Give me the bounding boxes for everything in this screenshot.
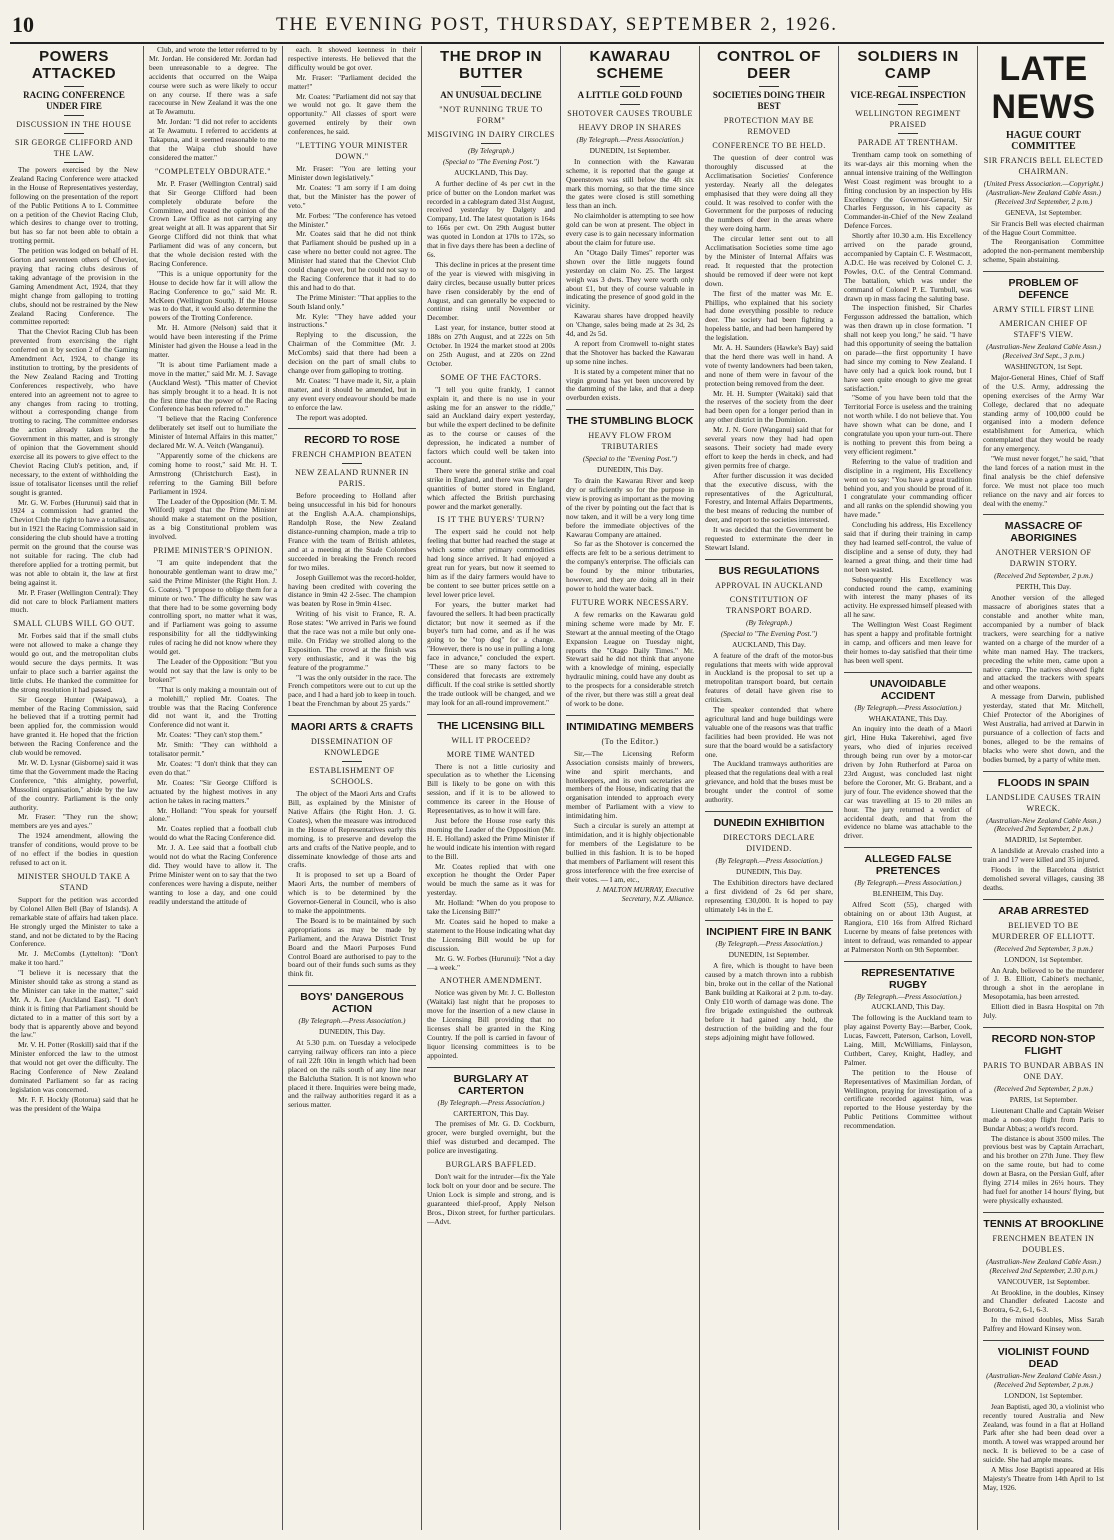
paragraph: Club, and wrote the letter referred to by Mr. Jordan. He considered Mr. Jordan had been unreasonable to a degree. The accidents that occurred on the Waipa course were such as were likely to occur on any course. If there was a safe racecourse in New Zealand it was the one at Te Awamutu. <box>149 46 277 117</box>
paragraph: Alfred Scott (55), charged with obtaining on or about 13th August, at Rangiora, £10 16s from Alfred Richard Lucerne by means of false pretences with intent to defraud, was remanded to appear at Palmerston North on 9th September. <box>844 900 972 954</box>
paragraph: Referring to the value of tradition and discipline in a regiment, His Excellency went on to say: "You have a great tradition behind you, and you should be proud of it. I congratulate your commanding officer and all ranks on the splendid showing you have made." <box>844 456 972 520</box>
paragraph: "It is about time Parliament made a move in the matter," said Mr. M. J. Savage (Auckland West). "This matter of Cheviot has simply brought it to a head. It is not the first time that the power of the Racing Conference has been referred to." <box>149 359 277 414</box>
credit-line: (By Telegraph.—Press Association.) <box>298 1016 406 1026</box>
headline-maori-arts: MAORI ARTS & CRAFTS <box>288 715 416 733</box>
deck: VICE-REGAL INSPECTION <box>850 90 966 100</box>
paragraph: The expert said he could not help feeling that butter had reached the stage at which some other primary commodities had long since arrived. It had enjoyed a great run for years, but now it seemed to him as if the dairy farmers would have to be content to see butter prices settle on a level lower price level. <box>427 527 555 599</box>
paragraph: The Prime Minister: "That applies to the South Island only." <box>288 292 416 311</box>
article-body <box>983 220 1104 266</box>
subheading: BURGLARS BAFFLED. <box>445 1160 537 1170</box>
credit-line: (By Telegraph.—Press Association.) <box>854 991 962 1001</box>
paragraph: "I believe it is necessary that the Minister should take as strong a stand as the Minister can take in the matter," said Mr. A. A. Lee (Auckland East). "I don't think it is fitting that Parliament should be dictated to in a matter of this sort by a body that is apparently above and beyond the law." <box>10 968 138 1040</box>
column-5 <box>566 46 694 1530</box>
paragraph: Mr. Coates: "I have made it, Sir, a plain matter, and it should be amended, but in any event every endeavour should be made to enforce the law. <box>288 375 416 412</box>
paragraph: Mr. Fraser: "Parliament decided the matter!" <box>288 72 416 91</box>
article-body <box>149 46 277 906</box>
paragraph: The report was adopted. <box>296 412 368 422</box>
paragraph: Sir George Hunter (Waipawa), a member of the Racing Commission, said he believed that if a trotting permit had been applied for, the commission would have granted it. He hoped that the friction between the Racing Conference and the club would be removed. <box>10 694 138 758</box>
credit-line: (Received 2nd September, 3 p.m.) <box>994 943 1093 953</box>
headline-massacre-of-aborigines: MASSACRE OF ABORIGINES <box>983 514 1104 544</box>
column-8-late-news <box>983 46 1104 1530</box>
article-body <box>705 652 833 805</box>
paragraph: The Reorganisation Committee adopted the non-permanent membership scheme, Spain abstaining. <box>983 237 1104 265</box>
deck: AMERICAN CHIEF OF STAFF'S VIEW. <box>999 319 1088 340</box>
paragraph: The following is the Auckland team to play against Poverty Bay:—Barber, Cook, Lucas, Fawcett, Paterson, Carlson, Lovell, Laing, Mill, McWilliams, Finlayson, Cuthbert, Carey, Knight, Hadley, and Palmer. <box>844 1013 972 1067</box>
paragraph: The speaker contended that where agricultural land and huge buildings were valuable one of the reasons was that traffic facilities had been provided. He was not sure that the board would be a satisfactory one. <box>705 705 833 759</box>
deck: PROTECTION MAY BE REMOVED <box>723 116 815 136</box>
article-body <box>566 158 694 403</box>
paragraph: Notice was given by Mr. J. C. Bolleston (Waitaki) last night that he proposes to move for the insertion of a new clause in the Licensing Bill providing that no licenses shall be granted in the King Country. If the poll is carried in favour of liquor licensing committees is to be appointed. <box>427 988 555 1060</box>
headline-hague-court: HAGUE COURT COMMITTEE <box>1006 130 1081 152</box>
dateline: AUCKLAND, This Day. <box>454 167 528 177</box>
paragraph: The petition to the House of Representatives of Maximilian Jordan, of Wellington, praying for investigation of a certificate recorded against him, was reported to the House yesterday by the Public Petitions Committee without recommendation. <box>844 1067 972 1131</box>
newspaper-title: THE EVENING POST, THURSDAY, SEPTEMBER 2, 1926. <box>275 14 839 35</box>
paragraph: A report from Cromwell to-night states that the Shotover has backed the Kawarau up some nine inches. <box>566 338 694 366</box>
deck: WILL IT PROCEED? <box>451 735 531 745</box>
headline-record-non-stop-flight: RECORD NON-STOP FLIGHT <box>983 1027 1104 1057</box>
credit-line: (Received 2nd September, 2 p.m.) <box>994 1084 1093 1093</box>
dateline: PERTH, This Day. <box>1015 582 1072 592</box>
headline-bus-regulations: BUS REGULATIONS <box>705 559 833 577</box>
paragraph: The distance is about 3500 miles. The previous best was by Captain Arrachart, and his brother on 27th June. They flew on the same route, but had to come down at Basra, on the Persian Gulf, after flying 2714 miles in 26½ hours. They had fuel for another 14 hours' flying, but were physically exhausted. <box>983 1133 1104 1205</box>
headline-kawarau-scheme: KAWARAU SCHEME <box>589 48 671 82</box>
deck: A LITTLE GOLD FOUND <box>577 90 683 100</box>
paragraph: A fire, which is thought to have been caused by a match thrown into a rubbish bin, broke out in the cellar of the National Bank building at Kaikorai at 2 p.m. to-day. Only £10 worth of damage was done. The fire brigade extinguished the outbreak before it had gained any hold, the destruction of the building and the four steps adjoining might have followed. <box>705 961 833 1042</box>
paragraph: Writing of his visit to France, R. A. Rose states: "We arrived in Paris we found that the race was not a mile but only one-mile. On Friday we strolled along to the Exposition. The crowd at the finish was very enthusiastic, and it was the big feature of the programme." <box>288 609 416 672</box>
paragraph: Mr. Fraser: "You are letting your Minister down legislatively." <box>288 164 416 182</box>
article-body <box>566 750 694 885</box>
subheading: PRIME MINISTER'S OPINION. <box>153 546 273 556</box>
dateline: PARIS, 1st September. <box>1009 1094 1078 1104</box>
paragraph: Mr. W. D. Lysnar (Gisborne) said it was time that the Government made the Racing Conference, "this almighty, powerful, Mussolini organisation," abide by the law of the country. Parliament is the only authority. <box>10 758 138 812</box>
headline-stumbling-block: THE STUMBLING BLOCK <box>566 409 694 427</box>
deck: WELLINGTON REGIMENT PRAISED <box>855 109 961 129</box>
paragraph: Mr. Coates replied that with one exception he thought the Order Paper would be much the same as it was for yesterday. <box>427 861 555 898</box>
headline-dunedin-exhibition: DUNEDIN EXHIBITION <box>705 811 833 829</box>
paragraph: Replying to the discussion, the Chairman of the Committee (Mr. J. McCombs) said that there had been a decision on the part of small clubs to change over from galloping to trotting. <box>288 330 416 375</box>
paragraph: The Wellington West Coast Regiment has spent a happy and profitable fortnight in camp, and officers and men leave for their homes to-day satisfied that their time has been well spent. <box>844 620 972 665</box>
paragraph: There is not a little curiosity and speculation as to whether the Licensing Bill is likely to be gone on with this session, and if it is to be allowed to commence its career in the House of Representatives, as to how it will fare. <box>427 761 555 816</box>
subheading: ANOTHER AMENDMENT. <box>439 976 543 986</box>
dateline: GENEVA, 1st September. <box>1005 207 1082 217</box>
paragraph: Mr. Kyle: "They have added your instructions." <box>288 311 416 330</box>
article-body <box>288 46 416 422</box>
paragraph: A message from Darwin, published yesterday, stated that Mr. Mitchell, Chief Protector of the Aborigines of West Australia, had arrived at Darwin in pursuance of a collection of facts and bones, alleged to be the remains of blacks who were shot down, and the bodies burned, by a party of white men. <box>983 692 1104 764</box>
deck: LANDSLIDE CAUSES TRAIN WRECK. <box>986 792 1101 813</box>
paragraph: Just before the House rose early this morning the Leader of the Opposition (Mr. H. E. Holland) asked the Prime Minister if he would indicate his intention with regard to the Bill. <box>427 816 555 861</box>
deck: SHOTOVER CAUSES TROUBLE <box>567 109 693 118</box>
page-number: 10 <box>12 12 34 37</box>
paragraph: Subsequently His Excellency was conducted round the camp, examining with interest the many phases of its activity. He expressed himself pleased with all he saw. <box>844 574 972 620</box>
article-body <box>983 967 1104 1021</box>
paragraph: The object of the Maori Arts and Crafts Bill, as explained by the Minister of Native Affairs (the Right Hon. J. G. Coates), when the measure was introduced in the House of Representatives early this morning, is to preserve and develop the arts and crafts of the Native people, and to disseminate knowledge of those arts and crafts. <box>288 789 416 870</box>
paragraph: Mr. Coates: "Sir George Clifford is actuated by the highest motives in any action he takes in racing matters." <box>149 777 277 805</box>
masthead <box>10 10 1104 44</box>
paragraph: Mr. J. N. Gore (Wanganui) said that for several years now they had had open seasons. Their society had made every effort to keep the herds in check, and had given permits free of charge. <box>705 425 833 470</box>
paragraph: Don't wait for the intruder—fix the Yale lock bolt on your door and be secure. The Union Lock is simple and strong, and is guaranteed thief-proof, Apply Nelson Bros., Dixon street, for further particulars.—Advt. <box>427 1172 555 1226</box>
paragraph: Mr. G. W. Forbes (Hurunui): "Not a day—a week." <box>427 953 555 972</box>
deck: PARIS TO BUNDAR ABBAS IN ONE DAY. <box>983 1061 1104 1081</box>
deck: CONSTITUTION OF TRANSPORT BOARD. <box>725 594 813 615</box>
paragraph: Jean Baptisti, aged 30, a violinist who recently toured Australia and New Zealand, was found in a flat at Holland Park after she had been dead over a month. A towel was wrapped around her neck. It is believed to be a case of suicide. She had ample means. <box>983 1401 1104 1465</box>
dateline: MADRID, 1st September. <box>1004 835 1083 845</box>
subheading: IS IT THE BUYERS' TURN? <box>437 515 545 525</box>
deck: FRENCHMEN BEATEN IN DOUBLES. <box>992 1233 1095 1254</box>
paragraph: Lieutenant Challe and Captain Weiser made a non-stop flight from Paris to Bundar Abbas; a world's record. <box>983 1105 1104 1133</box>
credit-line: (Special to "The Evening Post.") <box>720 628 818 638</box>
headline-boys-dangerous-action: BOYS' DANGEROUS ACTION <box>288 985 416 1015</box>
paragraph: Mr. P. Fraser (Wellington Central): They did not care to block Parliament matters much. <box>10 587 138 615</box>
paragraph: A Miss Jose Baptisti appeared at His Majesty's Theatre from 14th April to 1st May, 1926. <box>983 1465 1104 1492</box>
article-body <box>705 962 833 1042</box>
credit-line: (By Telegraph.—Press Association.) <box>437 1097 545 1107</box>
paragraph: "Some of you have been told that the Territorial Force is useless and the training not worth while. I do not believe that. You have shown what can be done, and I congratulate you upon your turn-out. There is nothing to prevent this from being a very efficient regiment." <box>844 393 972 456</box>
headline-intimidating-members: INTIMIDATING MEMBERS <box>566 715 694 733</box>
deck: RACING CONFERENCE UNDER FIRE <box>23 90 125 111</box>
column-7 <box>844 46 972 1530</box>
paragraph: Mr. Smith: "They can withhold a totalisator permit." <box>149 740 277 759</box>
credit-line: (By Telegraph.—Press Association.) <box>854 878 962 888</box>
paragraph: A feature of the draft of the motor-bus regulations that meets with wide approval in Auckland is the proposal to set up a metropolitan transport board, but certain features of detail have given rise to criticism. <box>705 650 833 705</box>
deck: BELIEVED TO BE MURDERER OF ELLIOTT. <box>992 920 1095 941</box>
paragraph: That the Cheviot Racing Club has been prevented from exercising the right conferred on it by section 2 of the Gaming Amendment Act, 1924, to change its institution to trotting, by the presidents of the New Zealand Racing and Trotting Conferences respectively, who have entered into an agreement not to agree to any changes from racing to trotting, without a corresponding change from trotting to racing. The committee endorses the action already taken by the Government in this matter, and is strongly of opinion that the Government should exercise all its powers to give effect to the Cheviot Racing Club's petition, and, if necessary, to the extent of withholding the issue of totalisator licenses until the relief sought is granted. <box>10 327 138 497</box>
headline-late-news: LATE NEWS <box>991 50 1096 126</box>
deck: APPROVAL IN AUCKLAND <box>715 580 823 590</box>
headline-problem-of-defence: PROBLEM OF DEFENCE <box>983 271 1104 301</box>
paragraph: Such a circular is surely an attempt at intimidation, and it is highly objectionable for members of the Legislature to be bullied in this fashion. It is to be hoped that members of Parliament will resent this gross interference with the free exercise of their votes. — I am, etc., <box>566 821 694 884</box>
column-2 <box>149 46 277 1530</box>
paragraph: Mr. Coates: "I don't think that they can even do that." <box>149 758 277 777</box>
paragraph: The 1924 amendment, allowing the transfer of conditions, would prove to be of no effect if the bodies in question refused to act on it. <box>10 831 138 867</box>
subheading: SOME OF THE FACTORS. <box>440 372 542 382</box>
credit-line: (Special to "The Evening Post.") <box>442 156 540 166</box>
paragraph: This decline in prices at the present time of the year is viewed with misgiving in dairy circles, because usually butter prices have risen considerably by the end of August, and can generally be expected to continue rising until November or December. <box>427 259 555 323</box>
column-1 <box>10 46 138 1530</box>
paragraph: The petition was lodged on behalf of H. Gorton and seventeen others of Cheviot, praying that racing clubs desirous of taking advantage of the provision in the Gaming Amendment Act, 1924, that they might change from galloping to trotting clubs, should not be restrained by the New Zealand Racing Conference. The committee reported: <box>10 246 138 327</box>
paragraph: Last year, for instance, butter stood at 188s on 27th August, and at 222s on 5th October. In 1924 the market stood at 200s on 25th August, and at 220s on 22nd October. <box>427 323 555 368</box>
paragraph: each. It showed keenness in their respective interests. He believed that the difficulty would be got over. <box>288 46 416 72</box>
dateline: DUNEDIN, This Day. <box>597 465 663 475</box>
paragraph: Sir,—The Licensing Reform Association consists mainly of brewers, wine and spirit merchants, and hotelkeepers, and its own secretaries are members of the House, indicating that the organisation intended to approach every member of Parliament with a view to intimidating him. <box>566 748 694 821</box>
headline-soldiers-in-camp: SOLDIERS IN CAMP <box>857 48 959 82</box>
credit-line: (By Telegraph.—Press Association.) <box>854 702 962 712</box>
article-body <box>427 763 555 1061</box>
paragraph: Mr. Coates: "Parliament did not say that we would not go. It gave them the opportunity." All classes of sport were governed entirely by their own conferences, he said. <box>288 91 416 137</box>
subheading: MINISTER SHOULD TAKE A STAND <box>17 871 131 892</box>
paragraph: Major-General Hines, Chief of Staff of the U.S. Army, addressing the opening exercises of the Army War College, declared that no adequate standing army of 100,000 could be organised into a modern defence establishment for America, which contemplated that they would be ready for any emergency. <box>983 372 1104 454</box>
paragraph: "I believe that the Racing Conference deliberately set itself out to humiliate the Minister of Internal Affairs in this matter," declared Mr. W. A. Veitch (Wanganui). <box>149 414 277 451</box>
paragraph: Mr. Forbes said that if the small clubs were not allowed to make a change they would go out, and the metropolitan clubs would secure the days permits. It was unfair to place such a barrier against the little clubs. He thanked the committee for the strong resolution it had passed. <box>10 631 138 694</box>
article-body <box>983 847 1104 893</box>
paragraph: A further decline of 4s per cwt in the price of butter on the London market was recorded in a cablegram dated 31st August, received yesterday by Dalgety and Company, Ltd. The latest quotation is 164s to 166s per cwt. On 29th August butter was quoted in London at 170s to 172s, so that in five days there has been a decline of 6s. <box>427 178 555 259</box>
article-body <box>10 166 138 1114</box>
article-body <box>983 594 1104 764</box>
deck: ARMY STILL FIRST LINE <box>992 305 1095 315</box>
dateline: LONDON, 1st September. <box>1004 1390 1083 1400</box>
deck: "NOT RUNNING TRUE TO FORM" <box>439 105 543 125</box>
headline-incipient-fire: INCIPIENT FIRE IN BANK <box>705 920 833 938</box>
article-body <box>705 154 833 553</box>
deck: AN UNUSUAL DECLINE <box>440 90 542 100</box>
paragraph: In the mixed doubles, Miss Sarah Palfrey and Howard Kinsey won. <box>983 1315 1104 1334</box>
article-body <box>566 477 694 709</box>
headline-arab-arrested: ARAB ARRESTED <box>983 899 1104 917</box>
subheading: SMALL CLUBS WILL GO OUT. <box>13 619 135 629</box>
paragraph: Mr. A. H. Saunders (Hawke's Bay) said that the herd there was well in hand. A vote of twenty landowners had been taken, and none of them were in favour of the protection being removed from the deer. <box>705 343 833 388</box>
paragraph: At Brookline, in the doubles, Kinsey and Chandler defeated Lacoste and Borotra, 6-2, 6-1, 6-3. <box>983 1287 1104 1315</box>
dateline: DUNEDIN, This Day. <box>319 1027 385 1037</box>
headline-false-pretences: ALLEGED FALSE PRETENCES <box>844 847 972 877</box>
article-body <box>844 901 972 954</box>
dateline: BLENHEIM, This Day. <box>872 889 944 899</box>
paragraph: To drain the Kawarau River and keep dry or sufficiently so for the purpose in view is proving as important as the moving of the river by pointing out the fact that is now taken, and it will be a very long time before the immediate objectives of the Kawarau Company are attained. <box>566 476 694 539</box>
article-body <box>983 1403 1104 1493</box>
paragraph: The Board is to be maintained by such appropriations as may be made by Parliament, and the Arawa District Trust Board and the Maori Purposes Fund Control Board are authorised to pay to the board out of their funds such sums as they think fit. <box>288 915 416 979</box>
paragraph: Mr. J. A. Lee said that a football club would not do what the Racing Conference did. They would have to allow it. The Prime Minister went on to say that the two conferences were having a dispute, neither wanting to lose a day, and one could readily understand the attitude of <box>149 843 277 906</box>
credit-line: (Australian-New Zealand Cable Assn.) (Received 2nd September, 2 p.m.) <box>986 815 1101 834</box>
deck: MISGIVING IN DAIRY CIRCLES <box>427 130 555 139</box>
paragraph: The question of deer control was thoroughly discussed at the Acclimatisation Societies' Conference yesterday. Nearly all the delegates emphasised that they were doing all they could. It was resolved to confer with the Government for the purposes of reducing the numbers of deer in the areas where they were doing harm. <box>705 153 833 234</box>
paragraph: Mr. Forbes: "The conference has vetoed the Minister." <box>288 210 416 229</box>
paragraph: So far as the Shotover is concerned the effects are felt to be a serious detriment to the company's enterprise. The officials can be found by the minor tributaries, however, and they are doing all in their power to hold the water back. <box>566 539 694 593</box>
credit-line: (Australian-New Zealand Cable Assn.) (Received 2nd September, 2.30 p.m.) <box>986 1256 1101 1275</box>
deck: HEAVY FLOW FROM TRIBUTARIES <box>588 431 672 452</box>
credit-line: (Australian-New Zealand Cable Assn.) (Received 2nd September, 2 p.m.) <box>986 1371 1101 1389</box>
paragraph: Mr. P. Fraser (Wellington Central) said that Sir George Clifford had been completely obdurate before the Committee, and treated the opinion of the Crown Law Office as not carrying any great weight at all. It was apparent that Sir George Clifford did not think that what Parliament did was of any concern, but that the whole decision rested with the Racing Conference. <box>149 178 277 268</box>
paragraph: Mr. Coates said that he did not think that Parliament should be pushed up in a case where no better could not agree. The Minister had stated that the Cheviot Club could change over, but he could not say to the Racing Conference that it had to do this and had to do that. <box>288 229 416 292</box>
article-body <box>844 1014 972 1131</box>
paragraph: Before proceeding to Holland after being unsuccessful in his bid for honours at the English A.A.A. championships, Randolph Rose, the New Zealand distance-running champion, made a trip to France with the team of British athletes, and at a meeting at the Stade Colombes succeeded in breaking the French record for two miles. <box>288 491 416 572</box>
deck: MORE TIME WANTED <box>446 749 536 759</box>
article-body <box>844 151 972 666</box>
deck: NEW ZEALAND RUNNER IN PARIS. <box>295 468 409 489</box>
article-body <box>844 725 972 841</box>
deck: DIRECTORS DECLARE DIVIDEND. <box>723 833 815 853</box>
paragraph: It is proposed to set up a Board of Maori Arts, the number of members of which is to be determined by the Governor-General in Council, who is also to make the appointments. <box>288 870 416 915</box>
dateline: LONDON, 1st September. <box>1004 954 1083 964</box>
deck: PARADE AT TRENTHAM. <box>857 138 959 147</box>
credit-line: (By Telegraph.) <box>745 617 793 627</box>
headline-control-of-deer: CONTROL OF DEER <box>717 48 821 82</box>
paragraph: The Leader of the Opposition: "But you would not say that the law is only to be broken?" <box>149 657 277 684</box>
paragraph: "I am quite independent that the honourable gentleman want to draw me," said the Prime Minister (the Right Hon. J. G. Coates). "I propose to oblige them for a minute or two." The difficulty he saw was that there had to be some governing body controlling sport, no matter what it was, and if Parliament was going to assume responsibility for all the tiddlywinking rules of racing he did not know where they would get. <box>149 558 277 657</box>
headline-unavoidable-accident: UNAVOIDABLE ACCIDENT <box>844 672 972 702</box>
paragraph: Concluding his address, His Excellency said that if during their training in camp they had learned self-control, the value of discipline and a sense of duty, they had learned a great thing, and their time had not been wasted. <box>844 520 972 574</box>
credit-line: (Received 2nd September, 2 p.m.) <box>994 571 1093 581</box>
paragraph: An "Otago Daily Times" reporter was shown over the little nuggets found yesterday on claim No. 25. The largest weigh was 3 dwts. They were worth only about £1, but they of course valuable in indicating the presence of good gold in the vicinity. <box>566 247 694 311</box>
paragraph: The first of the matter was Mr. E. Phillips, who explained that his society had done everything possible to reduce deer. The society had been fighting a hopeless battle, and had been hampered by the legislation. <box>705 288 833 343</box>
dateline: DUNEDIN, 1st September. <box>728 950 810 960</box>
article-body <box>427 1120 555 1226</box>
paragraph: Trentham camp took on something of its war-days air this morning when the annual intensive training of the Wellington West Coast regiment was brought to a fitting conclusion by an inspection by His Excellency the Governor-General, Sir Charles Fergusson, in his capacity as Commander-in-Chief of the New Zealand Defence Forces. <box>844 150 972 231</box>
dateline: CARTERTON, This Day. <box>453 1108 529 1118</box>
paragraph: Mr. Jordan: "I did not refer to accidents at Te Awamutu. I referred to accidents at Takapuna, and it seemed reasonable to me that the Waipa club should have considered the matter." <box>149 117 277 162</box>
paragraph: Mr. F. F. Hockly (Rotorua) said that he was the president of the Waipa <box>10 1094 138 1113</box>
dateline: DUNEDIN, 1st September. <box>589 145 671 155</box>
paragraph: There were the general strike and coal strike in England, and there was the larger quantities of butter stored in England, which affected the British purchasing power and the market generally. <box>427 465 555 511</box>
dateline: AUCKLAND, This Day. <box>732 639 806 649</box>
paragraph: At 5.30 p.m. on Tuesday a velocipede carrying railway officers ran into a piece of rail 22ft 10in in length which had been placed on the rails south of any line near the Balclutha Station. It is not known who placed it there. Inquiries were being made, and the railway authorities regard it as a serious matter. <box>288 1038 416 1110</box>
deck: SOCIETIES DOING THEIR BEST <box>712 90 826 111</box>
paragraph: An inquiry into the death of a Maori girl, Hine Huka Takerehiwi, aged five years, who died of injuries received through being run over by a motor-car driven by John Rutherford at Paroa on 23rd August, was concluded last night before the Coroner, Mr. G. Brabant, and a jury of four. The evidence showed that the car was travelling at 15 to 20 miles an hour. The jury returned a verdict of accidental death, and that from the evidence no blame was attachable to the driver. <box>844 724 972 841</box>
paragraph: Joseph Guillemot was the record-holder, having been credited with covering the distance in 9min 42 2-5sec. The champion was beaten by Rose in 9min 41sec. <box>288 572 416 609</box>
paragraph: Mr. Fraser: "They run the show; members are yes and ayes." <box>10 812 138 831</box>
article-body <box>288 492 416 709</box>
article-body <box>983 374 1104 509</box>
newspaper-columns <box>10 46 1104 1530</box>
deck: HEAVY DROP IN SHARES <box>578 123 682 132</box>
headline-powers-attacked: POWERS ATTACKED <box>31 48 117 82</box>
column-3 <box>288 46 416 1530</box>
dateline: AUCKLAND, This Day. <box>871 1002 945 1012</box>
paragraph: The premises of Mr. G. D. Cockburn, grocer, were burgled overnight, but the thief was disturbed and decamped. The police are investigating. <box>427 1119 555 1156</box>
paragraph: "Apparently some of the chickens are coming home to roost," said Mr. H. T. Armstrong (Christchurch East), in referring to the Gaming Bill before Parliament in 1924. <box>149 450 277 496</box>
column-4 <box>427 46 555 1530</box>
paragraph: Mr. V. H. Potter (Roskill) said that if the Minister enforced the law to the utmost that would not get over the difficulty. The Racing Conference of New Zealand dominated Parliament so far as racing legislation was concerned. <box>10 1040 138 1094</box>
headline-record-to-rose: RECORD TO ROSE <box>288 428 416 446</box>
subheading: "COMPLETELY OBDURATE." <box>155 166 271 176</box>
credit-line: (Australian-New Zealand Cable Assn.) (Received 3rd Sept., 3 p.m.) <box>986 342 1101 361</box>
article-body <box>288 1039 416 1110</box>
paragraph: Mr. H. H. Sumpter (Waitaki) said that the reserves of the society from the deer had been open for a longer period than in any other district in the Dominion. <box>705 388 833 425</box>
paragraph: The powers exercised by the New Zealand Racing Conference were attacked in the House of Representatives yesterday, following on the presentation of the report of the Public Petitions A to L Committee on a petition of the Cheviot Racing Club, which desires to change over to trotting, but has so far not been able to obtain a trotting permit. <box>10 165 138 246</box>
deck: FRENCH CHAMPION BEATEN <box>292 450 412 460</box>
credit-line: (Special to the "Evening Post.") <box>582 454 678 464</box>
headline-licensing-bill: THE LICENSING BILL <box>427 714 555 732</box>
dateline: DUNEDIN, This Day. <box>736 866 802 876</box>
letter-signature: J. MALTON MURRAY, Executive Secretary, N.Z. Alliance. <box>595 885 694 904</box>
credit-line: (By Telegraph.—Press Association.) <box>715 856 823 865</box>
credit-line: (By Telegraph.) <box>467 146 515 155</box>
paragraph: The Leader of the Opposition (Mr. T. M. Wilford) urged that the Prime Minister should make a statement on the position, as a big Constitutional problem was involved. <box>149 496 277 542</box>
paragraph: Mr. Holland: "When do you propose to take the Licensing Bill?" <box>427 898 555 917</box>
paragraph: Mr. Coates said he hoped to make a statement to the House indicating what day the Licensing Bill would be up for discussion. <box>427 916 555 953</box>
dateline: WASHINGTON, 1st Sept. <box>1004 361 1083 371</box>
article-body <box>705 879 833 915</box>
column-6 <box>705 46 833 1530</box>
deck: CONFERENCE TO BE HELD. <box>712 141 826 150</box>
paragraph: It is stated by a competent miner that no virgin ground has yet been uncovered by the damming of the lake, and that a deep overburden exists. <box>566 366 694 403</box>
deck: SIR GEORGE CLIFFORD AND THE LAW. <box>15 138 133 158</box>
paragraph: Mr. G. W. Forbes (Hurunui) said that in 1924 a commission had granted the Cheviot Club the right to have a totalisator, but in 1921 the Racing Commission said in considering the club should have a trotting permit on the ground that the course was not suitable for racing. The club had therefore applied for a trotting permit, but was not able to obtain it, the law at first being against it. <box>10 497 138 587</box>
dateline: WHAKATANE, This Day. <box>868 713 948 723</box>
paragraph: The inspection finished, Sir Charles Fergusson addressed the battalion, which was then drawn up in close formation. "I shall not keep you long," he said. "I have had this opportunity of seeing the battalion on parade—the first opportunity I have had since my coming to New Zealand. I have only had a quick look round, but I have seen quite enough to give me great satisfaction." <box>844 303 972 393</box>
paragraph: Mr. Coates: "They can't stop them." <box>157 730 263 740</box>
paragraph: "This is a unique opportunity for the House to decide how far it will allow the Racing Conference to go," said Mr. R. McKeen (Wellington South). If the House was to do that, it would also determine the powers of the Trotting Conference. <box>149 268 277 323</box>
headline-drop-in-butter: THE DROP IN BUTTER <box>440 48 542 82</box>
paragraph: Mr. H. Atmore (Nelson) said that it would have been interesting if the Prime Minister had given the House a lead in the matter. <box>149 323 277 359</box>
headline-floods-in-spain: FLOODS IN SPAIN <box>983 771 1104 789</box>
subheading: "LETTING YOUR MINISTER DOWN." <box>295 141 409 162</box>
paragraph: For years, the butter market had favoured the sellers. It had been practically dictator; but now it seemed as if the buyer's turn had come, and as if he was going to be "top dog" for a change. "However, there is no use in pulling a long face in advance," concluded the expert. "These are so many factors to be considered that forecasts are extremely difficult. If the coal strike is settled shortly the trade outlook will be changed, and we may look for an all-round improvement." <box>427 599 555 707</box>
paragraph: The Auckland tramways authorities are pleased that the regulations deal with a real grievance, and hold that the buses must be brought under the control of some authority. <box>705 759 833 805</box>
paragraph: A few remarks on the Kawarau gold mining scheme were made by Mr. F. Stewart at the annual meeting of the Otago Expansion League on Tuesday night, reports the "Otago Daily Times." Mr. Stewart said he did not think that anyone with a knowledge of mining, especially hydraulic mining, could have any doubt as to the prospects for a considerable stretch of the river, but there was still a great deal of work to be done. <box>566 609 694 708</box>
deck: ANOTHER VERSION OF DARWIN STORY. <box>995 548 1092 569</box>
paragraph: In connection with the Kawarau scheme, it is reported that the gauge at Queenstown was still below the 4ft six mark this morning, so that the time since the gates were closed is still something less than an inch. <box>566 156 694 211</box>
deck: (To the Editor.) <box>601 736 659 746</box>
paragraph: It was decided that the Government be requested to exterminate the deer in Stewart Island. <box>705 525 833 552</box>
subheading: FUTURE WORK NECESSARY. <box>571 597 689 607</box>
paragraph: Floods in the Barcelona district demolished several villages, causing 38 deaths. <box>983 865 1104 892</box>
paragraph: Support for the petition was accorded by Colonel Allen Bell (Bay of Islands). A remarkable state of affairs had taken place. He strongly urged the Minister to take a stand, and not be dictated to by the Racing Conference. <box>10 894 138 949</box>
credit-line: (United Press Association.—Copyright.) (Australian-New Zealand Cable Assn.) (Received 3rd September, 2 p.m.) <box>983 179 1104 206</box>
paragraph: Another version of the alleged massacre of aborigines states that a constable and another white man, accompanied by a number of black trackers, were searching for a native wanted on a charge of the murder of a white man named Hay. The trackers, preceding the white men, came upon a native camp. The natives showed fight and attacked the trackers with spears and other weapons. <box>983 593 1104 692</box>
paragraph: Elliott died in Basra Hospital on 7th July. <box>983 1002 1104 1021</box>
headline-representative-rugby: REPRESENTATIVE RUGBY <box>844 961 972 991</box>
deck: ESTABLISHMENT OF SCHOOLS. <box>309 766 395 787</box>
paragraph: After further discussion it was decided that the executive discuss, with the representatives of the Agricultural, Forestry, and Internal Affairs Departments, the best means of reducing the number of deer, and report to the societies interested. <box>705 470 833 525</box>
article-body <box>427 180 555 708</box>
paragraph: Mr. Coates: "I am sorry if I am doing that, but the Minister has the power of veto." <box>288 182 416 210</box>
paragraph: "I was the only outsider in the race. The French competitors were out to cut up the pace, and I had a hard job to keep in touch. I beat the Frenchman by about 25 yards." <box>288 672 416 709</box>
paragraph: "That is only making a mountain out of a molehill," replied Mr. Coates. The trouble was that the Racing Conference did not want it, and the Trotting Conference did not want it. <box>149 684 277 730</box>
headline-tennis-at-brookline: TENNIS AT BROOKLINE <box>983 1212 1104 1230</box>
paragraph: An Arab, believed to be the murderer of J. B. Elliott, Cabinet's mechanic, through a shot in the aeroplane in Mesopotamia, has been arrested. <box>983 965 1104 1002</box>
credit-line: (By Telegraph.—Press Association.) <box>576 135 684 144</box>
paragraph: "We must never forget," he said, "that the land forces of a nation must in the final analysis be the chief defensive force. We must not place too much reliance on the navy and air forces to deal with the enemy." <box>983 454 1104 508</box>
deck: DISCUSSION IN THE HOUSE <box>16 120 132 129</box>
paragraph: Mr. J. McCombs (Lyttelton): "Don't make it too hard." <box>10 949 138 968</box>
deck: DISSEMINATION OF KNOWLEDGE <box>310 737 393 758</box>
headline-burglary-carterton: BURGLARY AT CARTERTON <box>427 1067 555 1097</box>
paragraph: Mr. Holland: "You speak for yourself alone." <box>149 805 277 824</box>
paragraph: Mr. Coates replied that a football club would do what the Racing Conference did. <box>149 824 277 843</box>
paragraph: No claimholder is attempting to see how gold can be won at present. The object in every case is to gain necessary information about the claim for future use. <box>566 211 694 247</box>
paragraph: The circular letter sent out to all Acclimatisation Societies some time ago by the Minister of Internal Affairs was read. It requested that the protection should be removed if deer were not kept down. <box>705 234 833 288</box>
deck: SIR FRANCIS BELL ELECTED CHAIRMAN. <box>983 156 1104 176</box>
article-body <box>983 1289 1104 1335</box>
paragraph: Kawarau shares have dropped heavily on 'Change, sales being made at 2s 3d, 2s 4d, and 2s 5d. <box>566 311 694 339</box>
paragraph: "I tell you quite frankly, I cannot explain it, and there is no use in your asking me for an answer to the riddle," said an Auckland dairy expert yesterday, but while the expert declined to be definite as to the course or causes of the depression, he indicated a number of factors which could well be taken into account. <box>427 384 555 465</box>
headline-violinist-found-dead: VIOLINIST FOUND DEAD <box>983 1340 1104 1370</box>
article-body <box>288 790 416 979</box>
dateline: VANCOUVER, 1st September. <box>997 1276 1090 1286</box>
paragraph: The Exhibition directors have declared a first dividend of 2s 6d per share, representing £30,000. It is hoped to pay ultimately 14s in the £. <box>705 877 833 914</box>
credit-line: (By Telegraph.—Press Association.) <box>715 939 823 949</box>
article-body <box>983 1107 1104 1206</box>
paragraph: A landslide at Arevalo crashed into a train and 17 were killed and 35 injured. <box>983 846 1104 865</box>
paragraph: Shortly after 10.30 a.m. His Excellency arrived on the parade ground, accompanied by Captain C. F. Westmacott, A.D.C. He was received by Colonel C. J. Powles, O.C. of the Central Command. The battalion, which was under the command of Colonel P. E. Turnbull, was drawn up in mass facing the saluting base. <box>844 231 972 303</box>
paragraph: Sir Francis Bell was elected chairman of the Hague Court Committee. <box>983 218 1104 237</box>
